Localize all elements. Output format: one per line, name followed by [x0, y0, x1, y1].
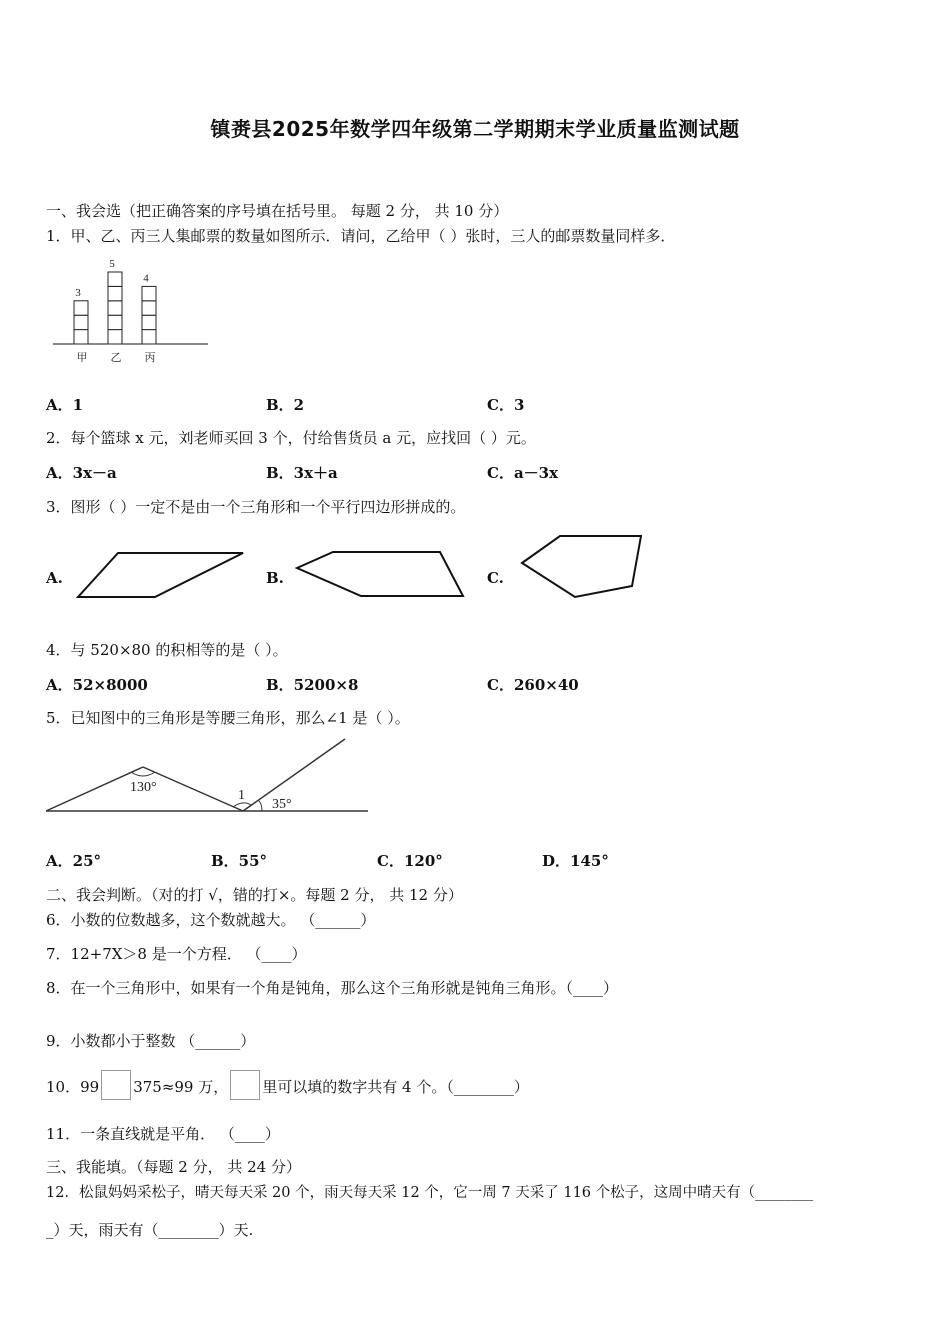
bar-category-label-甲: 甲: [76, 352, 88, 364]
section-2-heading: 二、我会判断。（对的打 √，错的打×。每题 2 分， 共 12 分）: [46, 886, 463, 904]
bar-value-label-丙: 4: [143, 272, 149, 285]
q10-part-3: 里可以填的数字共有 4 个。（________）: [262, 1078, 529, 1096]
q10-part-1: 10．99: [46, 1078, 100, 1096]
bar-value-label-甲: 3: [75, 286, 81, 299]
q5-option-c[interactable]: C．120°: [377, 852, 443, 870]
bar-value-label-乙: 5: [109, 258, 115, 270]
q5-label-1: 1: [238, 788, 245, 803]
q1-option-a[interactable]: A．1: [46, 396, 84, 414]
q2-option-a[interactable]: A．3x－a: [46, 464, 117, 482]
q5-label-35: 35°: [272, 797, 292, 812]
question-10-text: [46, 1070, 529, 1103]
question-6-text: 6．小数的位数越多，这个数就越大。 （______）: [46, 911, 376, 929]
q10-blank-box-2[interactable]: [230, 1070, 260, 1100]
q5-option-b[interactable]: B．55°: [211, 852, 268, 870]
question-5-text: 5．已知图中的三角形是等腰三角形，那么∠1 是（ ）。: [46, 709, 410, 727]
bar-category-label-丙: 丙: [144, 352, 156, 364]
q5-option-d[interactable]: D．145°: [542, 852, 609, 870]
q5-option-a[interactable]: A．25°: [46, 852, 102, 870]
q3-option-c[interactable]: C.: [487, 569, 504, 587]
q3-option-a[interactable]: A.: [46, 569, 63, 587]
q5-label-130: 130°: [130, 780, 157, 795]
q5-apex-arc: [131, 772, 155, 776]
q4-option-a[interactable]: A．52×8000: [46, 676, 148, 694]
section-3-heading: 三、我能填。（每题 2 分， 共 24 分）: [46, 1158, 301, 1176]
q4-option-c[interactable]: C．260×40: [487, 676, 579, 694]
question-4-text: 4．与 520×80 的积相等的是（ ）。: [46, 641, 288, 659]
q2-option-c[interactable]: C．a－3x: [487, 464, 559, 482]
q1-option-c[interactable]: C．3: [487, 396, 525, 414]
q5-left-side: [46, 767, 143, 811]
question-12-line-2: _）天，雨天有（________）天.: [46, 1221, 254, 1239]
q4-option-b[interactable]: B．5200×8: [266, 676, 359, 694]
q10-part-2: 375≈99 万，: [133, 1078, 229, 1096]
page-title: 镇赉县2025年数学四年级第二学期期末学业质量监测试题: [210, 117, 740, 141]
q1-option-b[interactable]: B．2: [266, 396, 305, 414]
question-11-text: 11．一条直线就是平角． （____）: [46, 1125, 280, 1143]
question-3-text: 3．图形（ ）一定不是由一个三角形和一个平行四边形拼成的。: [46, 498, 466, 516]
q3-option-b[interactable]: B.: [266, 569, 284, 587]
q10-blank-box[interactable]: [101, 1070, 131, 1100]
question-1-text: 1．甲、乙、丙三人集邮票的数量如图所示．请问，乙给甲（ ）张时，三人的邮票数量同样多．: [46, 227, 676, 245]
q5-right-side: [143, 767, 243, 811]
bar-category-label-乙: 乙: [110, 352, 122, 364]
question-2-text: 2．每个篮球 x 元，刘老师买回 3 个，付给售货员 a 元，应找回（ ）元。: [46, 429, 536, 447]
q5-angle-35-arc: [258, 800, 262, 811]
question-7-text: 7．12+7X＞8 是一个方程． （____）: [46, 945, 307, 963]
question-12-line-1: 12．松鼠妈妈采松子，晴天每天采 20 个，雨天每天采 12 个，它一周 7 天采了 116 个松子，这周中晴天有（________: [46, 1185, 814, 1201]
q2-option-b[interactable]: B．3x＋a: [266, 464, 338, 482]
section-1-heading: 一、我会选（把正确答案的序号填在括号里。 每题 2 分， 共 10 分）: [46, 202, 509, 220]
question-9-text: 9．小数都小于整数 （______）: [46, 1032, 256, 1050]
question-8-text: 8．在一个三角形中，如果有一个角是钝角，那么这个三角形就是钝角三角形。（____）: [46, 979, 619, 997]
